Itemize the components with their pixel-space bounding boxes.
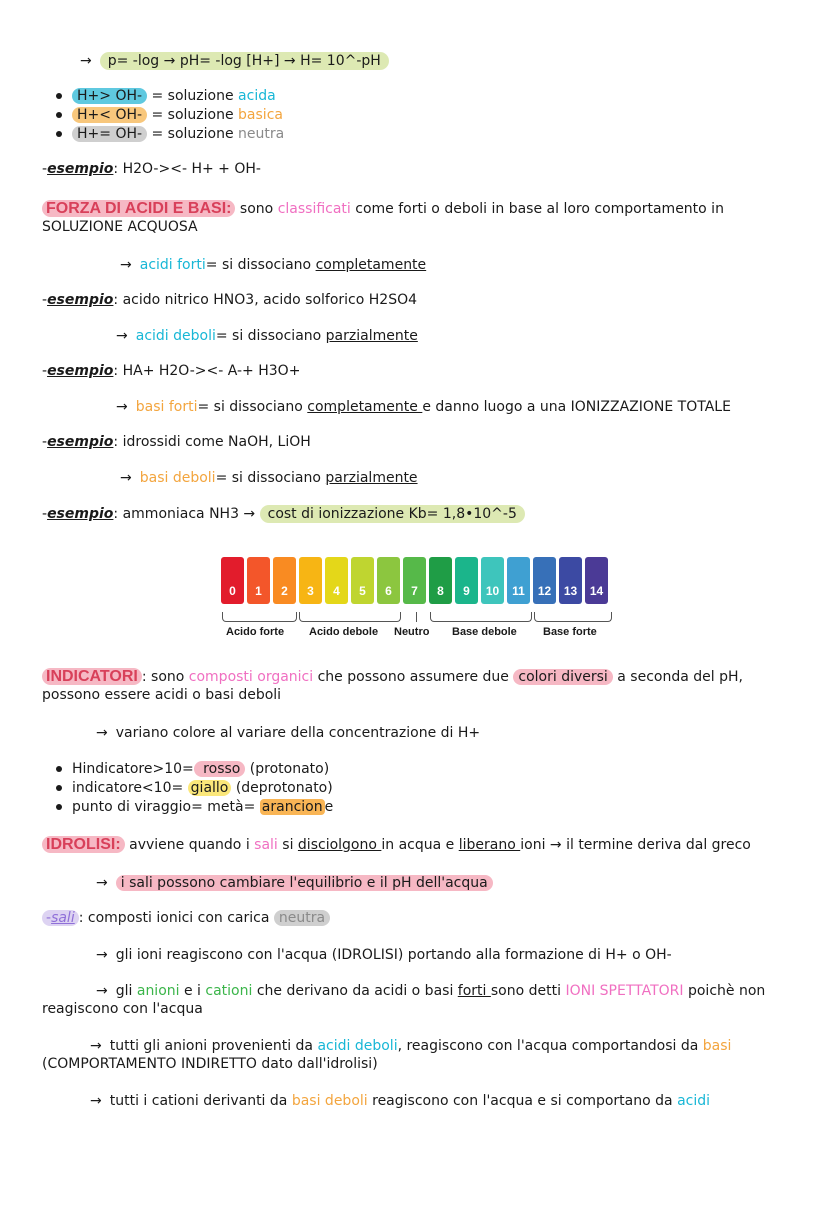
- ph-box-0: 0: [221, 557, 244, 604]
- ph-box-5: 5: [351, 557, 374, 604]
- example-line: -esempio: acido nitrico HNO3, acido solforico H2SO4: [42, 292, 418, 308]
- idrolisi-note: → i sali possono cambiare l'equilibrio e il pH dell'acqua: [96, 874, 493, 892]
- ph-scale: [221, 557, 613, 647]
- ph-formula-line: → p= -log → pH= -log [H+] → H= 10^-pH: [80, 52, 389, 70]
- ph-formula: p= -log → pH= -log [H+] → H= 10^-pH: [100, 52, 389, 70]
- arrow-line: → gli ioni reagiscono con l'acqua (IDROLISI) portando alla formazione di H+ o OH-: [96, 947, 672, 963]
- example-line: -esempio: H2O-><- H+ + OH-: [42, 161, 261, 177]
- ph-box-13: 13: [559, 557, 582, 604]
- ph-box-6: 6: [377, 557, 400, 604]
- ph-group-label: Acido forte: [226, 626, 285, 638]
- acidi-forti-line: → acidi forti= si dissociano completamente: [120, 257, 427, 273]
- ph-box-11: 11: [507, 557, 530, 604]
- acidi-deboli-line: → acidi deboli= si dissociano parzialmente: [116, 328, 418, 344]
- ph-box-3: 3: [299, 557, 322, 604]
- ph-group-label: Base forte: [543, 626, 597, 638]
- variano-line: → variano colore al variare della concentrazione di H+: [96, 725, 481, 741]
- section-forza: FORZA DI ACIDI E BASI: sono classificati come forti o deboli in base al loro comportamento in SOLUZIONE ACQUOSA: [42, 200, 724, 235]
- ph-box-14: 14: [585, 557, 608, 604]
- ph-box-4: 4: [325, 557, 348, 604]
- ph-box-9: 9: [455, 557, 478, 604]
- basi-forti-line: → basi forti= si dissociano completamente e danno luogo a una IONIZZAZIONE TOTALE: [116, 399, 731, 415]
- list-item: H+= OH- = soluzione neutra: [56, 125, 284, 143]
- kb-constant: cost di ionizzazione Kb= 1,8•10^-5: [260, 505, 525, 523]
- list-item: punto di viraggio= metà= arancion e: [56, 798, 333, 816]
- section-title: IDROLISI:: [42, 836, 125, 853]
- arrow-line: → tutti gli anioni provenienti da acidi deboli, reagiscono con l'acqua comportandosi da basi (COMPORTAMENTO INDIRETTO dato dall'idrolisi): [42, 1038, 732, 1072]
- solution-tag: H+= OH-: [72, 126, 147, 142]
- section-idrolisi: IDROLISI: avviene quando i sali si disciolgono in acqua e liberano ioni → il termine deriva dal greco: [42, 836, 751, 854]
- ph-box-2: 2: [273, 557, 296, 604]
- ph-box-12: 12: [533, 557, 556, 604]
- sali-definition: -sali : composti ionici con carica neutra: [42, 909, 330, 927]
- solution-tag: H+< OH-: [72, 107, 147, 123]
- ph-group-label: Neutro: [394, 626, 430, 638]
- arrow-line: → tutti i cationi derivanti da basi deboli reagiscono con l'acqua e si comportano da acidi: [90, 1093, 711, 1109]
- list-item: H+> OH- = soluzione acida: [56, 87, 276, 105]
- section-indicatori: INDICATORI : sono composti organici che possono assumere due colori diversi a seconda del pH, possono essere acidi o basi deboli: [42, 668, 743, 703]
- ph-group-label: Base debole: [452, 626, 517, 638]
- ph-box-1: 1: [247, 557, 270, 604]
- section-title: INDICATORI: [42, 668, 142, 685]
- ph-group-label: Acido debole: [309, 626, 379, 638]
- basi-deboli-line: → basi deboli= si dissociano parzialmente: [120, 470, 418, 486]
- list-item: Hindicatore>10= rosso (protonato): [56, 760, 329, 778]
- solution-tag: H+> OH-: [72, 88, 147, 104]
- list-item: indicatore<10= giallo (deprotonato): [56, 779, 333, 797]
- ph-box-7: 7: [403, 557, 426, 604]
- example-line: -esempio: ammoniaca NH3 → cost di ionizzazione Kb= 1,8•10^-5: [42, 505, 525, 523]
- example-line: -esempio: idrossidi come NaOH, LiOH: [42, 434, 311, 450]
- list-item: H+< OH- = soluzione basica: [56, 106, 283, 124]
- example-line: -esempio: HA+ H2O-><- A-+ H3O+: [42, 363, 301, 379]
- arrow-line: → gli anioni e i cationi che derivano da acidi o basi forti sono detti IONI SPETTATORI poichè non reagiscono con l'acqua: [42, 983, 766, 1017]
- ph-box-8: 8: [429, 557, 452, 604]
- ph-box-10: 10: [481, 557, 504, 604]
- section-title: FORZA DI ACIDI E BASI:: [42, 200, 235, 217]
